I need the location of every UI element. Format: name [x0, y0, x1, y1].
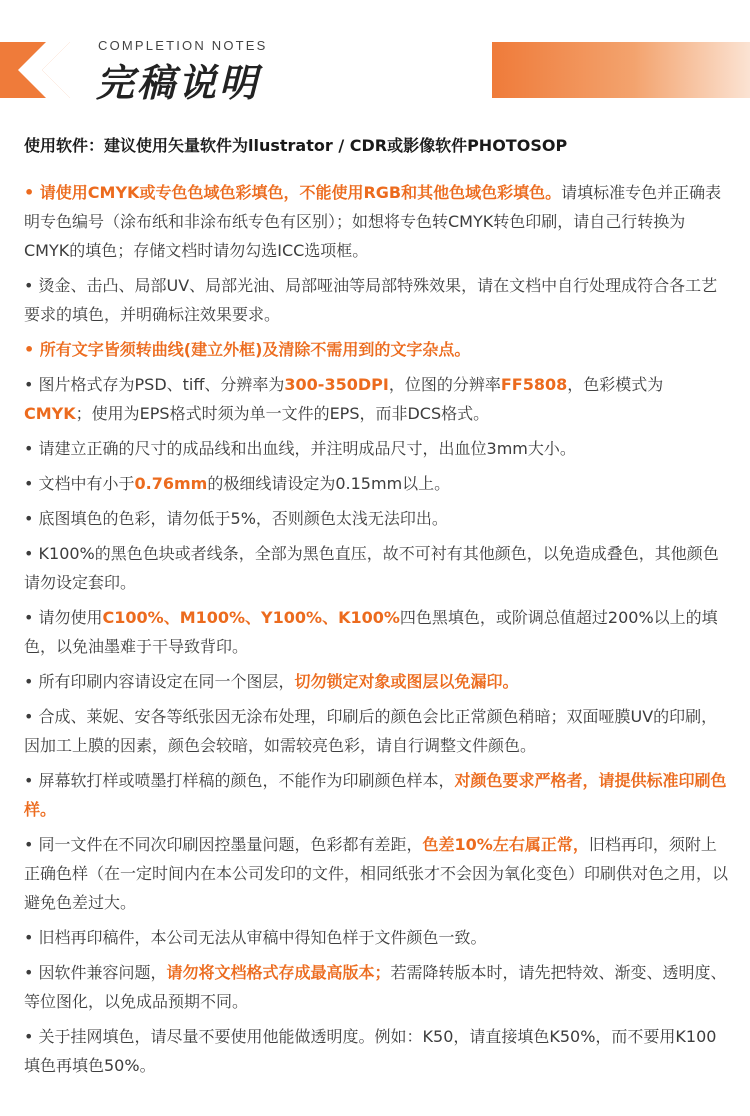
header-banner [0, 0, 750, 110]
body-text: • 请勿使用 [24, 608, 103, 627]
body-text: 四色黑填色，或阶调总值超过200%以上的填色，以免油墨难于干导致背印。 [24, 608, 718, 656]
highlight-text: 对颜色要求严格者，请提供标准印刷色样。 [24, 771, 727, 819]
body-text: • 屏幕软打样或喷墨打样稿的颜色，不能作为印刷颜色样本， [24, 771, 455, 790]
body-text: • 烫金、击凸、局部UV、局部光油、局部哑油等局部特殊效果，请在文档中自行处理成符合各工艺要求的填色，并明确标注效果要求。 [24, 276, 718, 324]
highlight-text: CMYK [24, 404, 76, 423]
body-text: • 图片格式存为PSD、tiff、分辨率为 [24, 375, 285, 394]
note-paragraph [24, 923, 728, 952]
body-text: • 关于挂网填色，请尽量不要使用他能做透明度。例如：K50，请直接填色K50%，而不要用K100填色再填色50%。 [24, 1027, 717, 1075]
body-text: 旧档再印，须附上正确色样（在一定时间内在本公司发印的文件，相同纸张才不会因为氧化变色）印刷供对色之用，以避免色差过大。 [24, 835, 729, 912]
note-paragraph [24, 766, 728, 824]
highlight-text: C100%、M100%、Y100%、K100% [102, 608, 400, 627]
note-paragraph [24, 504, 728, 533]
highlight-text: 300-350DPI [284, 375, 389, 394]
note-paragraph [24, 469, 728, 498]
note-paragraph [24, 370, 728, 428]
orange-gradient-bar [492, 42, 750, 98]
body-text: 的极细线请设定为0.15mm以上。 [207, 474, 451, 493]
chevron-left-icon [0, 42, 70, 98]
note-paragraph [24, 335, 728, 364]
body-text: • K100%的黑色色块或者线条，全部为黑色直压，故不可衬有其他颜色，以免造成叠色，其他颜色请勿设定套印。 [24, 544, 719, 592]
note-paragraph [24, 958, 728, 1016]
body-text: 若需降转版本时，请先把特效、渐变、透明度、等位图化，以免成品预期不同。 [24, 963, 727, 1011]
software-line: 使用软件：建议使用矢量软件为llustrator / CDR或影像软件PHOTOSOP [24, 136, 568, 155]
note-paragraph [24, 603, 728, 661]
body-text: 请填标准专色并正确表明专色编号（涂布纸和非涂布纸专色有区别）；如想将专色转CMYK转色印刷，请自己行转换为CMYK的填色；存储文档时请勿勾选ICC选项框。 [24, 183, 722, 260]
body-text: ；使用为EPS格式时须为单一文件的EPS，而非DCS格式。 [75, 404, 490, 423]
body-text: • 底图填色的色彩，请勿低于5%，否则颜色太浅无法印出。 [24, 509, 448, 528]
note-paragraph [24, 271, 728, 329]
note-paragraph [24, 830, 728, 917]
note-paragraph [24, 434, 728, 463]
highlight-text: • 所有文字皆须转曲线(建立外框)及清除不需用到的文字杂点。 [24, 340, 471, 359]
body-text: • 请建立正确的尺寸的成品线和出血线，并注明成品尺寸，出血位3mm大小。 [24, 439, 576, 458]
body-text: • 合成、莱妮、安各等纸张因无涂布处理，印刷后的颜色会比正常颜色稍暗；双面哑膜UV的印刷，因加工上膜的因素，颜色会较暗，如需较亮色彩，请自行调整文件颜色。 [24, 707, 718, 755]
body-text: • 旧档再印稿件，本公司无法从审稿中得知色样于文件颜色一致。 [24, 928, 487, 947]
header-subtitle: COMPLETION NOTES [98, 38, 268, 53]
body-text: • 同一文件在不同次印刷因控墨量问题，色彩都有差距， [24, 835, 423, 854]
note-paragraph [24, 539, 728, 597]
highlight-text: 切勿锁定对象或图层以免漏印。 [294, 672, 519, 691]
highlight-text: 请勿将文档格式存成最高版本； [166, 963, 391, 982]
body-text: • 因软件兼容问题， [24, 963, 167, 982]
note-paragraph [24, 702, 728, 760]
highlight-text: 色差10%左右属正常， [422, 835, 589, 854]
page-title: 完稿说明 [96, 61, 261, 105]
body-text: • 所有印刷内容请设定在同一个图层， [24, 672, 295, 691]
note-paragraph [24, 1022, 728, 1080]
notes-list [24, 178, 728, 1086]
body-text: • 文档中有小于 [24, 474, 135, 493]
highlight-text: • 请使用CMYK或专色色域色彩填色，不能使用RGB和其他色域色彩填色。 [24, 183, 562, 202]
highlight-text: FF5808 [500, 375, 568, 394]
highlight-text: 0.76mm [134, 474, 208, 493]
body-text: ，色彩模式为 [567, 375, 664, 394]
note-paragraph [24, 178, 728, 265]
note-paragraph [24, 667, 728, 696]
body-text: ，位图的分辨率 [388, 375, 501, 394]
